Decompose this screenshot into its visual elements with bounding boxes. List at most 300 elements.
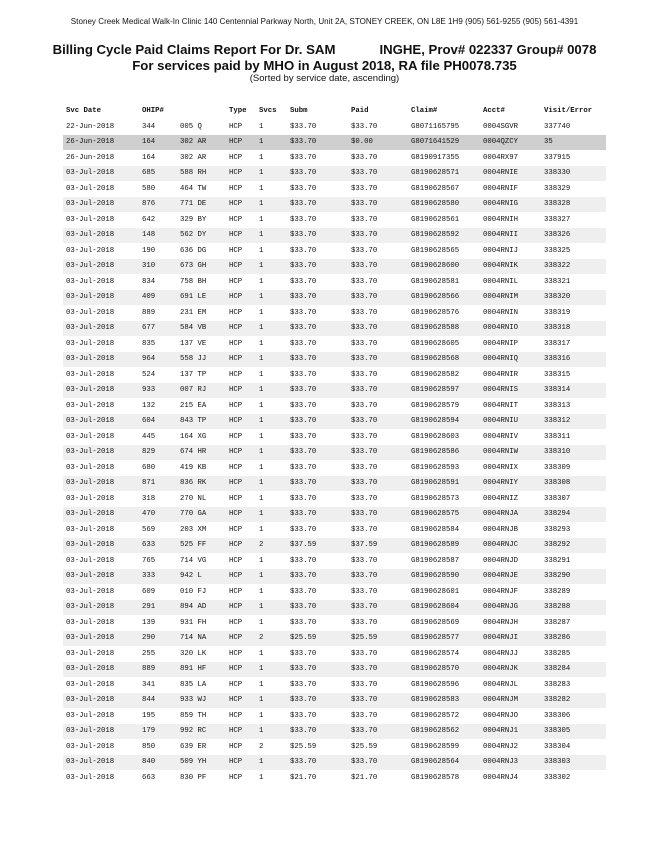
table-row[interactable] <box>63 662 606 678</box>
cell-type: HCP <box>226 290 256 306</box>
cell-paid: $33.70 <box>348 352 408 368</box>
cell-acct: 0004QZCY <box>480 135 541 151</box>
cell-subm: $25.59 <box>287 631 348 647</box>
cell-visit-error: 338284 <box>541 662 606 678</box>
cell-version: 320 LK <box>180 649 207 658</box>
col-header-acct[interactable]: Acct# <box>483 106 505 115</box>
cell-type: HCP <box>229 339 243 348</box>
cell-visit-error: 338314 <box>541 383 606 399</box>
cell-subm: $33.70 <box>287 383 348 399</box>
table-row[interactable] <box>63 553 606 569</box>
cell-svcs: 1 <box>259 711 264 720</box>
table-row[interactable] <box>63 135 606 151</box>
cell-svcs: 1 <box>259 153 264 162</box>
cell-visit-error: 338307 <box>544 494 571 503</box>
cell-ohip <box>139 755 177 771</box>
ohip-number-fragment: 179 <box>142 727 156 736</box>
cell-version: 005 Q <box>180 122 202 131</box>
table-row[interactable] <box>63 693 606 709</box>
cell-claim: G8190628564 <box>408 755 480 771</box>
cell-paid: $33.70 <box>351 122 378 131</box>
cell-acct: 0004RNJJ <box>483 649 519 658</box>
cell-ohip <box>139 383 177 399</box>
cell-visit-error: 338282 <box>541 693 606 709</box>
cell-paid: $33.70 <box>348 476 408 492</box>
ohip-number-fragment: 829 <box>142 448 156 457</box>
table-row[interactable] <box>63 352 606 368</box>
cell-svcs: 2 <box>256 538 287 554</box>
table-row[interactable] <box>63 460 606 476</box>
ohip-number-fragment: 333 <box>142 572 156 581</box>
cell-paid: $25.59 <box>348 631 408 647</box>
cell-paid: $33.70 <box>351 618 378 627</box>
cell-svcs: 1 <box>256 755 287 771</box>
cell-paid: $33.70 <box>351 184 378 193</box>
cell-visit-error: 338315 <box>544 370 571 379</box>
cell-claim: G8190628589 <box>408 538 480 554</box>
table-row[interactable] <box>63 708 606 724</box>
table-row[interactable] <box>63 414 606 430</box>
cell-claim: G8190628587 <box>411 556 460 565</box>
cell-claim: G8190628567 <box>411 184 460 193</box>
cell-subm: $33.70 <box>287 135 348 151</box>
cell-acct: 0004RNJ4 <box>483 773 519 782</box>
cell-paid: $33.70 <box>351 277 378 286</box>
report-title <box>0 42 649 57</box>
cell-svcs: 1 <box>259 184 264 193</box>
ohip-number-fragment: 148 <box>142 231 156 240</box>
table-row[interactable] <box>63 212 606 228</box>
table-header-row <box>63 102 606 119</box>
cell-acct: 0004RNIS <box>480 383 541 399</box>
cell-type: HCP <box>229 308 243 317</box>
cell-claim: G8190628571 <box>408 166 480 182</box>
cell-subm: $33.70 <box>287 414 348 430</box>
cell-acct: 0004RNJL <box>483 680 519 689</box>
cell-svcs: 1 <box>259 339 264 348</box>
cell-subm: $33.70 <box>287 755 348 771</box>
cell-svcs: 1 <box>259 277 264 286</box>
cell-svcs: 1 <box>256 383 287 399</box>
cell-svcs: 1 <box>256 476 287 492</box>
cell-visit-error: 338287 <box>544 618 571 627</box>
cell-acct: 0004RNIL <box>483 277 519 286</box>
cell-acct: 0004RNJC <box>480 538 541 554</box>
ohip-number-fragment: 255 <box>142 649 156 658</box>
cell-paid: $33.70 <box>351 494 378 503</box>
table-row[interactable] <box>63 631 606 647</box>
cell-claim: G8190628568 <box>408 352 480 368</box>
cell-version: 137 TP <box>180 370 207 379</box>
table-row[interactable] <box>63 383 606 399</box>
cell-svc-date: 03-Jul-2018 <box>63 631 139 647</box>
cell-claim: G8190628593 <box>411 463 460 472</box>
table-row[interactable] <box>63 445 606 461</box>
cell-svc-date: 03-Jul-2018 <box>63 166 139 182</box>
col-header-claim[interactable]: Claim# <box>411 106 438 115</box>
cell-type: HCP <box>226 445 256 461</box>
cell-type: HCP <box>226 569 256 585</box>
cell-ohip <box>139 352 177 368</box>
cell-visit-error: 338322 <box>541 259 606 275</box>
cell-version: 558 JJ <box>177 352 226 368</box>
cell-version: 758 BH <box>180 277 207 286</box>
cell-acct: 0004RNJB <box>483 525 519 534</box>
table-row[interactable] <box>63 724 606 740</box>
cell-acct: 0004RNIN <box>483 308 519 317</box>
table-row[interactable] <box>63 321 606 337</box>
cell-claim: G8190628573 <box>411 494 460 503</box>
cell-subm: $33.70 <box>290 184 317 193</box>
cell-ohip <box>139 367 177 383</box>
cell-ohip <box>139 662 177 678</box>
cell-svc-date: 03-Jul-2018 <box>66 401 115 410</box>
cell-svcs: 1 <box>259 525 264 534</box>
cell-acct: 0004RNIZ <box>483 494 519 503</box>
table-row[interactable] <box>63 429 606 445</box>
cell-acct: 0004RNJI <box>480 631 541 647</box>
ohip-number-fragment: 132 <box>142 401 156 410</box>
ohip-number-fragment: 445 <box>142 432 156 441</box>
table-row[interactable] <box>63 522 606 538</box>
ohip-number-fragment: 642 <box>142 215 156 224</box>
cell-paid: $33.70 <box>351 463 378 472</box>
cell-type: HCP <box>226 259 256 275</box>
cell-subm: $33.70 <box>287 228 348 244</box>
cell-svcs: 1 <box>256 414 287 430</box>
cell-svcs: 1 <box>256 569 287 585</box>
cell-svcs: 1 <box>259 215 264 224</box>
cell-paid: $33.70 <box>348 569 408 585</box>
cell-ohip <box>139 398 177 414</box>
col-header-visit-error[interactable]: Visit/Error <box>544 106 593 115</box>
cell-version: 891 HF <box>177 662 226 678</box>
cell-subm: $37.59 <box>287 538 348 554</box>
cell-visit-error: 338292 <box>541 538 606 554</box>
cell-version: 588 RH <box>177 166 226 182</box>
cell-claim: G8190628574 <box>411 649 460 658</box>
cell-svcs: 2 <box>256 631 287 647</box>
cell-acct: 0004RNJO <box>483 711 519 720</box>
cell-svcs: 1 <box>256 197 287 213</box>
table-row[interactable] <box>63 755 606 771</box>
cell-version: 933 WJ <box>177 693 226 709</box>
cell-ohip <box>139 522 177 538</box>
cell-paid: $33.70 <box>351 153 378 162</box>
cell-acct: 0004RNJA <box>480 507 541 523</box>
cell-ohip <box>139 708 177 724</box>
cell-visit-error: 338288 <box>541 600 606 616</box>
cell-type: HCP <box>229 432 243 441</box>
cell-type: HCP <box>226 538 256 554</box>
table-row[interactable] <box>63 770 606 786</box>
cell-claim: G8071165795 <box>411 122 460 131</box>
cell-subm: $33.70 <box>290 401 317 410</box>
cell-acct: 0004RNIQ <box>480 352 541 368</box>
cell-ohip <box>139 569 177 585</box>
cell-ohip <box>139 445 177 461</box>
cell-svc-date: 03-Jul-2018 <box>66 556 115 565</box>
cell-acct: 0004RNJ2 <box>483 742 519 751</box>
ohip-number-fragment: 633 <box>142 541 156 550</box>
cell-visit-error: 338325 <box>544 246 571 255</box>
cell-type: HCP <box>226 321 256 337</box>
cell-ohip <box>139 600 177 616</box>
cell-type: HCP <box>226 724 256 740</box>
cell-claim: G8190628604 <box>408 600 480 616</box>
cell-type: HCP <box>229 649 243 658</box>
cell-ohip <box>139 228 177 244</box>
table-row[interactable] <box>63 243 606 259</box>
cell-claim: G8190628592 <box>408 228 480 244</box>
cell-acct: 0004RNIT <box>483 401 519 410</box>
col-header-ohip[interactable]: OHIP# <box>142 106 164 115</box>
cell-acct: 0004RNIM <box>480 290 541 306</box>
table-row[interactable] <box>63 507 606 523</box>
cell-visit-error: 338291 <box>544 556 571 565</box>
cell-subm: $33.70 <box>290 308 317 317</box>
ohip-number-fragment: 310 <box>142 262 156 271</box>
table-row[interactable] <box>63 739 606 755</box>
cell-svc-date: 03-Jul-2018 <box>63 197 139 213</box>
cell-version: 329 BY <box>180 215 207 224</box>
cell-paid: $33.70 <box>348 445 408 461</box>
cell-type: HCP <box>229 525 243 534</box>
table-row[interactable] <box>63 274 606 290</box>
table-row[interactable] <box>63 584 606 600</box>
ohip-number-fragment: 964 <box>142 355 156 364</box>
table-row[interactable] <box>63 615 606 631</box>
table-row[interactable] <box>63 181 606 197</box>
cell-paid: $33.70 <box>351 308 378 317</box>
cell-acct: 0004RNIU <box>480 414 541 430</box>
cell-visit-error: 338285 <box>544 649 571 658</box>
table-row[interactable] <box>63 305 606 321</box>
table-row[interactable] <box>63 538 606 554</box>
ohip-number-fragment: 844 <box>142 696 156 705</box>
cell-visit-error: 35 <box>541 135 606 151</box>
cell-acct: 0004RNJD <box>483 556 519 565</box>
table-row[interactable] <box>63 166 606 182</box>
ohip-number-fragment: 765 <box>142 556 156 565</box>
cell-ohip <box>139 274 177 290</box>
report-subtitle: For services paid by MHO in August 2018, RA file PH0078.735 <box>132 58 517 73</box>
cell-claim: G8190628581 <box>411 277 460 286</box>
cell-claim: G8190628599 <box>411 742 460 751</box>
cell-ohip <box>139 770 177 786</box>
cell-ohip <box>139 119 177 135</box>
ohip-number-fragment: 190 <box>142 246 156 255</box>
cell-acct: 0004RNIH <box>483 215 519 224</box>
table-row[interactable] <box>63 367 606 383</box>
cell-type: HCP <box>226 600 256 616</box>
cell-svc-date: 03-Jul-2018 <box>66 649 115 658</box>
cell-subm: $33.70 <box>287 352 348 368</box>
cell-subm: $33.70 <box>290 153 317 162</box>
table-row[interactable] <box>63 398 606 414</box>
ohip-number-fragment: 889 <box>142 665 156 674</box>
cell-subm: $33.70 <box>290 649 317 658</box>
cell-svc-date: 03-Jul-2018 <box>63 414 139 430</box>
cell-type: HCP <box>226 135 256 151</box>
cell-version: 830 PF <box>180 773 207 782</box>
col-header-type[interactable]: Type <box>229 106 247 115</box>
ohip-number-fragment: 604 <box>142 417 156 426</box>
table-row[interactable] <box>63 476 606 492</box>
cell-claim: G8190628594 <box>408 414 480 430</box>
cell-paid: $0.00 <box>348 135 408 151</box>
cell-acct: 0004RNJH <box>483 618 519 627</box>
cell-ohip <box>139 615 177 631</box>
cell-svc-date: 03-Jul-2018 <box>66 463 115 472</box>
cell-claim: G8190628584 <box>411 525 460 534</box>
ohip-number-fragment: 840 <box>142 758 156 767</box>
cell-version: 771 DE <box>177 197 226 213</box>
cell-type: HCP <box>229 494 243 503</box>
cell-type: HCP <box>226 383 256 399</box>
ohip-number-fragment: 470 <box>142 510 156 519</box>
cell-svc-date: 03-Jul-2018 <box>63 383 139 399</box>
cell-paid: $33.70 <box>348 383 408 399</box>
cell-subm: $33.70 <box>290 277 317 286</box>
ohip-number-fragment: 834 <box>142 277 156 286</box>
cell-svcs: 1 <box>256 259 287 275</box>
col-header-paid[interactable]: Paid <box>351 106 369 115</box>
cell-type: HCP <box>226 755 256 771</box>
cell-version: 714 VG <box>180 556 207 565</box>
cell-version: 691 LE <box>177 290 226 306</box>
cell-acct: 0004RNJ1 <box>480 724 541 740</box>
cell-visit-error: 338320 <box>541 290 606 306</box>
cell-svcs: 1 <box>259 587 264 596</box>
cell-visit-error: 338305 <box>541 724 606 740</box>
cell-svc-date: 03-Jul-2018 <box>63 600 139 616</box>
cell-version: 231 EM <box>180 308 207 317</box>
cell-svc-date: 22-Jun-2018 <box>66 122 115 131</box>
table-row[interactable] <box>63 290 606 306</box>
cell-svcs: 1 <box>259 308 264 317</box>
cell-claim: G8190628597 <box>408 383 480 399</box>
ohip-number-fragment: 139 <box>142 618 156 627</box>
cell-visit-error: 338313 <box>544 401 571 410</box>
cell-svcs: 1 <box>256 662 287 678</box>
cell-svc-date: 03-Jul-2018 <box>66 277 115 286</box>
cell-version: 673 GH <box>177 259 226 275</box>
cell-svc-date: 26-Jun-2018 <box>63 135 139 151</box>
ohip-number-fragment: 290 <box>142 634 156 643</box>
cell-subm: $33.70 <box>290 246 317 255</box>
cell-version: 992 RC <box>177 724 226 740</box>
cell-svc-date: 03-Jul-2018 <box>66 618 115 627</box>
cell-visit-error: 338316 <box>541 352 606 368</box>
cell-version: 164 XG <box>180 432 207 441</box>
cell-subm: $33.70 <box>287 600 348 616</box>
table-row[interactable] <box>63 259 606 275</box>
cell-paid: $33.70 <box>351 339 378 348</box>
cell-svcs: 2 <box>259 742 264 751</box>
cell-svc-date: 03-Jul-2018 <box>66 184 115 193</box>
cell-svc-date: 03-Jul-2018 <box>66 711 115 720</box>
cell-paid: $33.70 <box>348 755 408 771</box>
col-header-subm[interactable]: Subm <box>290 106 308 115</box>
cell-claim: G8190628561 <box>411 215 460 224</box>
cell-subm: $33.70 <box>290 680 317 689</box>
cell-version: 525 FF <box>177 538 226 554</box>
ohip-number-fragment: 318 <box>142 494 156 503</box>
cell-svcs: 1 <box>256 724 287 740</box>
cell-version: 203 XM <box>180 525 207 534</box>
table-row[interactable] <box>63 150 606 166</box>
cell-claim: G8190628588 <box>408 321 480 337</box>
cell-ohip <box>139 584 177 600</box>
cell-acct: 0004RNJE <box>480 569 541 585</box>
table-row[interactable] <box>63 646 606 662</box>
cell-svcs: 1 <box>256 693 287 709</box>
cell-acct: 0004SGVR <box>483 122 519 131</box>
ohip-number-fragment: 663 <box>142 773 156 782</box>
cell-svc-date: 03-Jul-2018 <box>63 538 139 554</box>
cell-claim: G8190917355 <box>411 153 460 162</box>
cell-type: HCP <box>229 246 243 255</box>
cell-acct: 0004RNIO <box>480 321 541 337</box>
ohip-number-fragment: 580 <box>142 184 156 193</box>
cell-ohip <box>139 491 177 507</box>
cell-acct: 0004RNJ3 <box>480 755 541 771</box>
cell-type: HCP <box>226 476 256 492</box>
table-row[interactable] <box>63 119 606 135</box>
table-row[interactable] <box>63 491 606 507</box>
cell-version: 137 VE <box>180 339 207 348</box>
cell-type: HCP <box>226 228 256 244</box>
cell-paid: $33.70 <box>351 215 378 224</box>
cell-svcs: 1 <box>259 649 264 658</box>
cell-visit-error: 338312 <box>541 414 606 430</box>
cell-version: 770 GA <box>177 507 226 523</box>
cell-acct: 0004RNJF <box>483 587 519 596</box>
report-title-part1: Billing Cycle Paid Claims Report For Dr. SAM <box>52 42 336 57</box>
cell-paid: $33.70 <box>348 662 408 678</box>
cell-subm: $33.70 <box>290 556 317 565</box>
table-row[interactable] <box>63 336 606 352</box>
cell-subm: $33.70 <box>287 693 348 709</box>
col-header-svc-date[interactable]: Svc Date <box>66 106 102 115</box>
table-row[interactable] <box>63 228 606 244</box>
table-row[interactable] <box>63 677 606 693</box>
cell-paid: $33.70 <box>351 525 378 534</box>
cell-acct: 0004RNIX <box>483 463 519 472</box>
cell-svcs: 1 <box>256 352 287 368</box>
cell-type: HCP <box>226 631 256 647</box>
table-row[interactable] <box>63 197 606 213</box>
table-row[interactable] <box>63 569 606 585</box>
cell-version: 215 EA <box>180 401 207 410</box>
cell-claim: G8190628572 <box>411 711 460 720</box>
cell-svcs: 1 <box>256 135 287 151</box>
table-row[interactable] <box>63 600 606 616</box>
cell-claim: G8190628576 <box>411 308 460 317</box>
cell-ohip <box>139 631 177 647</box>
cell-claim: G8190628603 <box>411 432 460 441</box>
cell-claim: G8190628596 <box>411 680 460 689</box>
cell-svcs: 1 <box>259 370 264 379</box>
cell-type: HCP <box>226 166 256 182</box>
cell-ohip <box>139 259 177 275</box>
cell-svc-date: 03-Jul-2018 <box>63 259 139 275</box>
col-header-version[interactable] <box>177 102 226 119</box>
col-header-svcs[interactable]: Svcs <box>259 106 277 115</box>
cell-version: 674 HR <box>177 445 226 461</box>
cell-type: HCP <box>229 184 243 193</box>
